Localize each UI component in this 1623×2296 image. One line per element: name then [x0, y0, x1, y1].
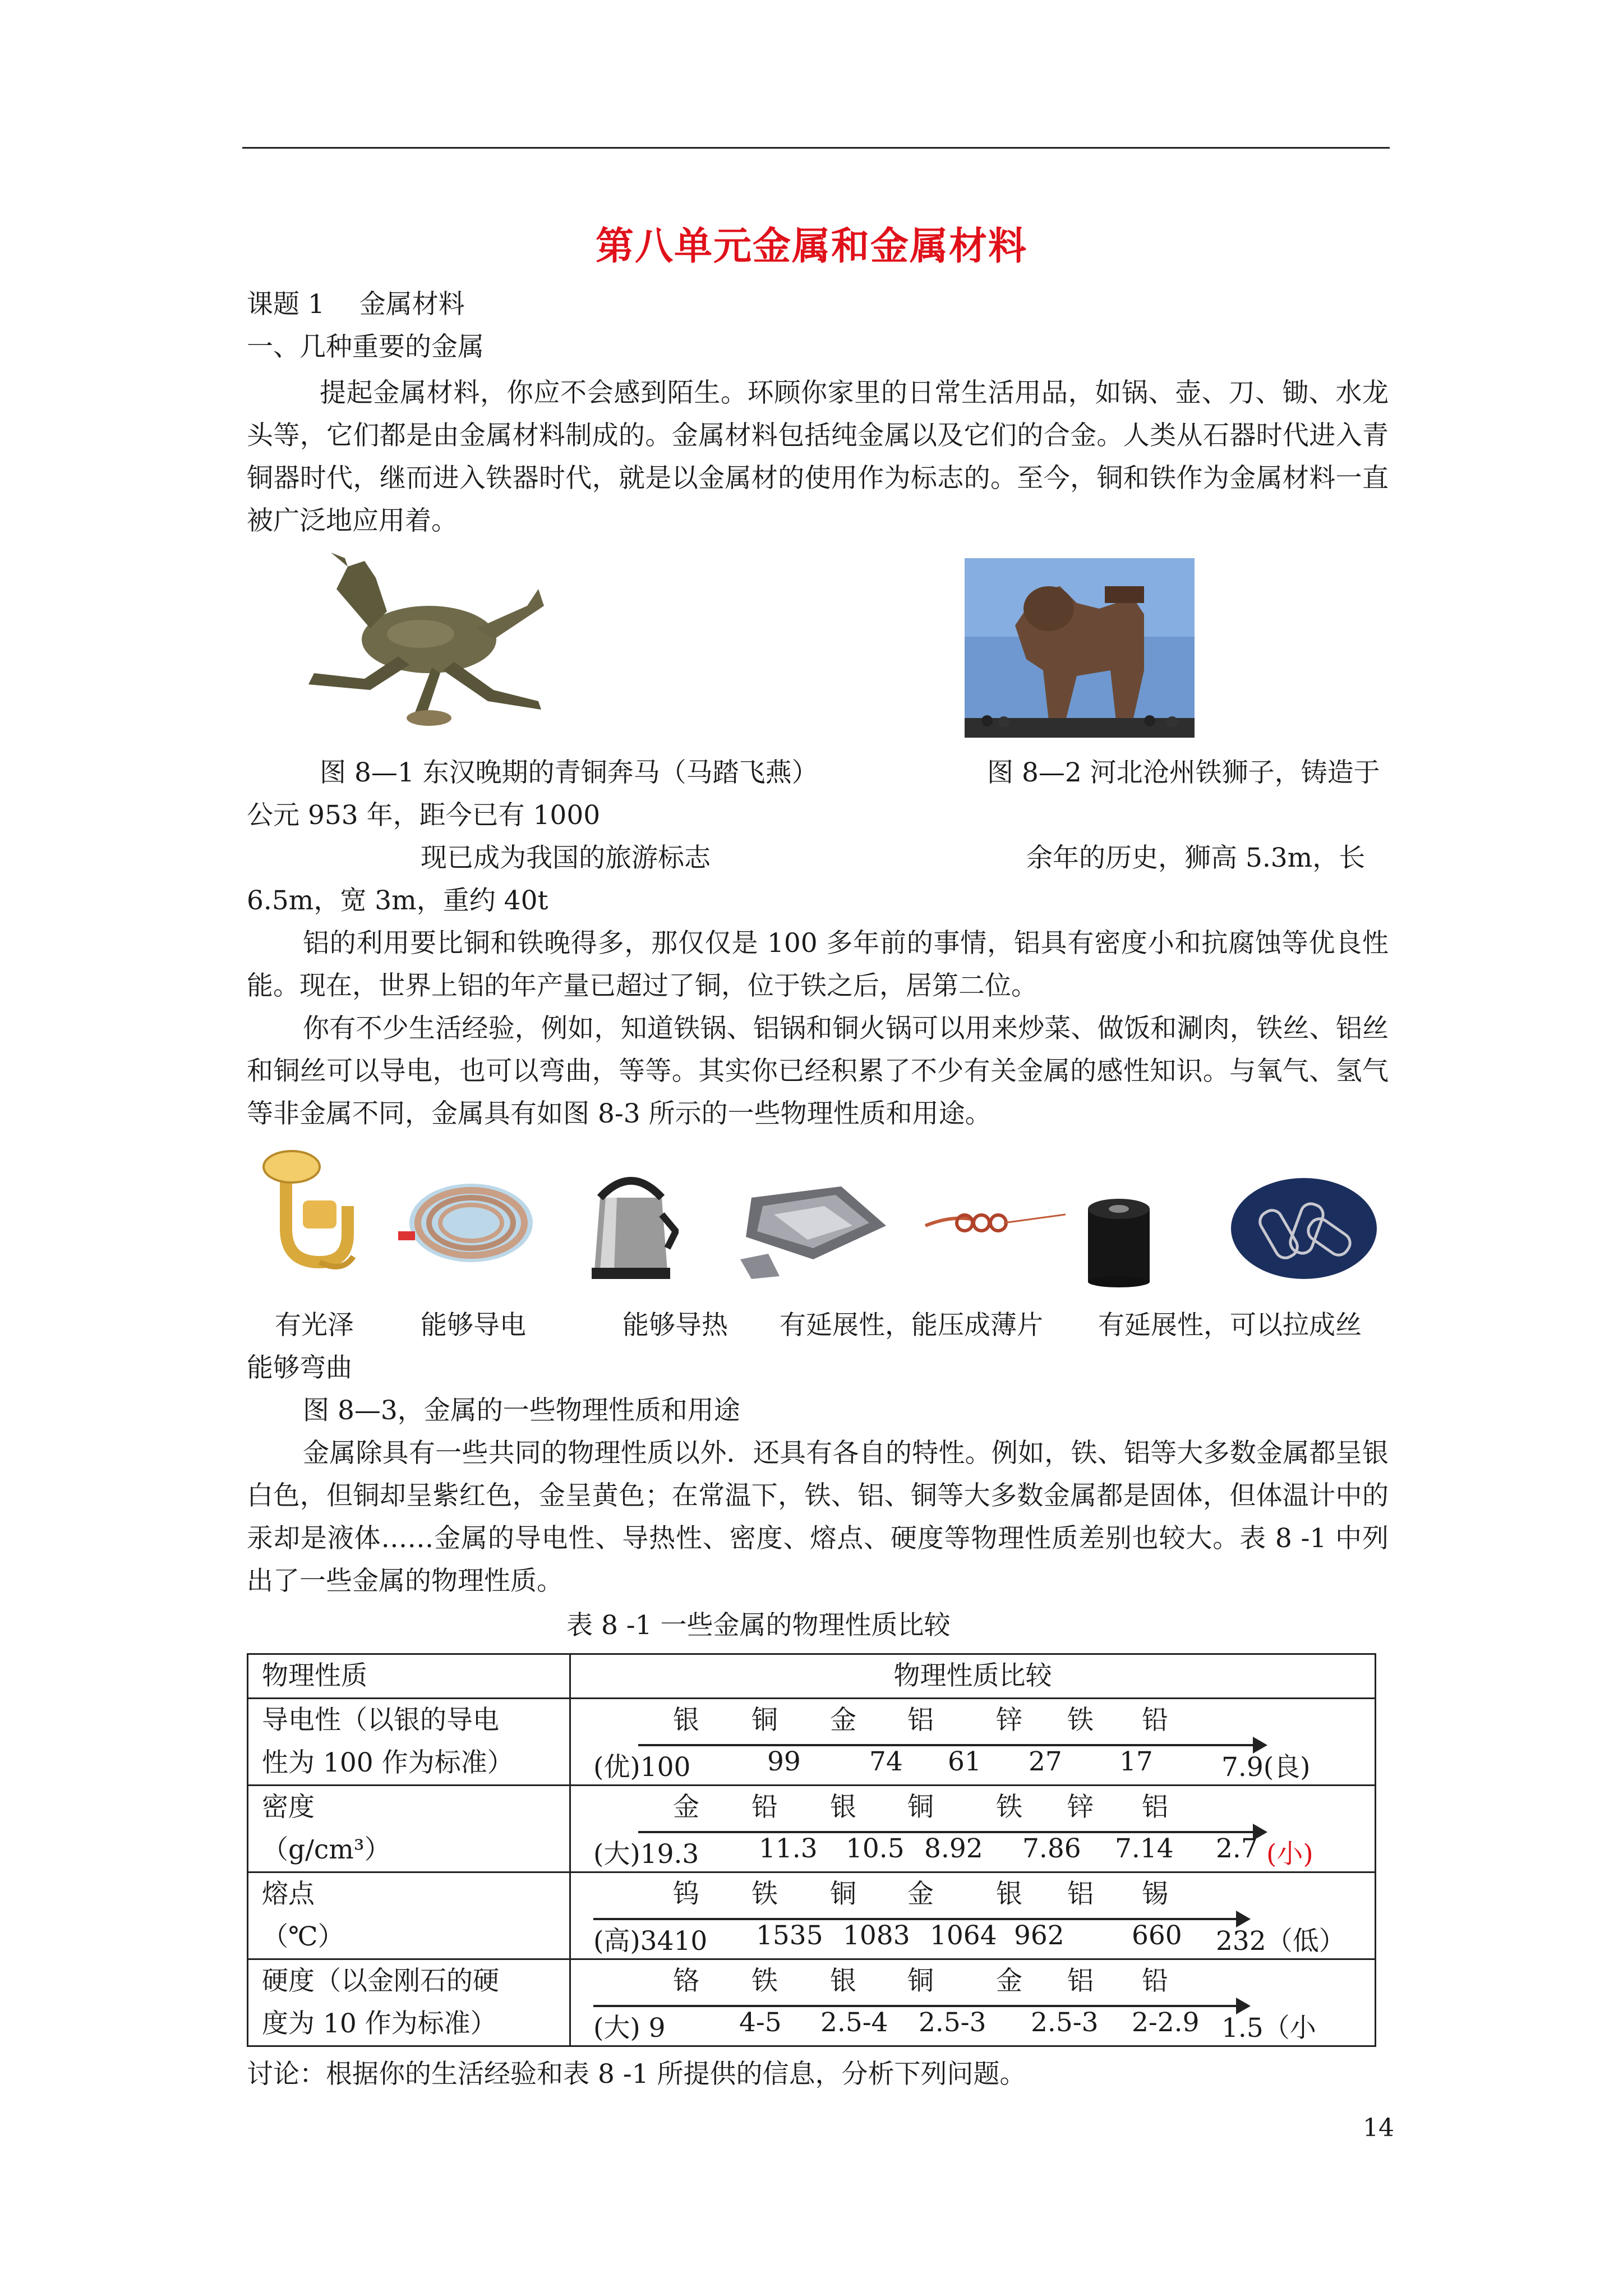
- metal-value: 232（低）: [1216, 1926, 1345, 1957]
- row-label-line1: 导电性（以银的导电: [262, 1705, 499, 1736]
- metal-name: 锌: [996, 1705, 1022, 1736]
- metal-name: 铝: [1067, 1966, 1094, 1996]
- metal-name: 金: [996, 1966, 1022, 1996]
- fig2-caption-line2: 余年的历史，狮高 5.3m，长: [1026, 843, 1366, 873]
- metal-value: 962: [1014, 1920, 1064, 1951]
- lesson-heading: 课题 1 金属材料: [247, 289, 465, 320]
- row-label: [248, 1959, 570, 2046]
- property-wire: 有延展性，可以拉成丝: [1098, 1310, 1362, 1341]
- fig1-caption-line1: 图 8—1 东汉晚期的青铜奔马（马踏飞燕）: [320, 757, 818, 788]
- property-conduct-heat: 能够导热: [623, 1310, 728, 1341]
- row-comparison: [570, 1959, 1376, 2046]
- property-sheet: 有延展性，能压成薄片: [780, 1310, 1043, 1341]
- table-header-property: 物理性质: [248, 1654, 570, 1699]
- row-label: [248, 1786, 570, 1872]
- paragraph-intro: 提起金属材料，你应不会感到陌生。环顾你家里的日常生活用品，如锅、壶、刀、锄、水龙头等，它们都是由金属材料制成的。金属材料包括纯金属以及它们的合金。人类从石器时代进入青铜器时代，继而进入铁器时代，就是以金属材的使用作为标志的。至今，铜和铁作为金属材料一直被广泛地应用着。: [247, 378, 1389, 536]
- property-conduct-electricity: 能够导电: [421, 1310, 526, 1341]
- metal-value: 27: [1029, 1746, 1062, 1777]
- fig2-caption-line1: 图 8—2 河北沧州铁狮子，铸造于: [987, 757, 1380, 788]
- metal-value: (大) 9: [593, 2013, 666, 2044]
- metal-name: 铝: [907, 1705, 934, 1736]
- metal-value: 1064: [930, 1920, 997, 1951]
- paragraph-aluminum: 铝的利用要比铜和铁晚得多，那仅仅是 100 多年前的事情，铝具有密度小和抗腐蚀等优良性能。现在，世界上铝的年产量已超过了铜，位于铁之后，居第二位。: [247, 928, 1389, 1001]
- row-label: [248, 1872, 570, 1959]
- table-header-comparison: 物理性质比较: [570, 1654, 1376, 1699]
- metal-name: 铜: [907, 1792, 934, 1823]
- metal-name: 铬: [673, 1966, 699, 1996]
- fig2-caption-line3: 6.5m，宽 3m，重约 40t: [247, 885, 548, 916]
- row-label-line1: 密度: [262, 1792, 315, 1823]
- row-comparison: [570, 1699, 1376, 1786]
- metal-name: 铁: [751, 1966, 778, 1996]
- metal-name: 银: [996, 1879, 1022, 1910]
- row-label-line2: 性为 100 作为标准）: [262, 1747, 514, 1778]
- metal-value: (大)19.3: [593, 1839, 699, 1870]
- wire-spool-image: [920, 1175, 1172, 1287]
- header-rule: [242, 147, 1390, 149]
- metal-name: 金: [673, 1792, 699, 1823]
- metal-value: 61: [948, 1746, 981, 1777]
- row-comparison: [570, 1786, 1376, 1872]
- paragraph-properties: 金属除具有一些共同的物理性质以外．还具有各自的特性。例如，铁、铝等大多数金属都呈银白色，但铜却呈紫红色，金呈黄色；在常温下，铁、铝、铜等大多数金属都是固体，但体温计中的汞却是液体……金属的导电性、导热性、密度、熔点、硬度等物理性质差别也较大。表 8 -1 中列出了一些金属的物理性质。: [247, 1438, 1389, 1596]
- kettle-image: [583, 1164, 679, 1282]
- metal-name: 铜: [751, 1705, 778, 1736]
- table-row-melting-point: [248, 1872, 1376, 1959]
- metal-name: 铁: [996, 1792, 1022, 1823]
- table-caption: 表 8 -1 一些金属的物理性质比较: [566, 1610, 951, 1641]
- metal-name: 铜: [830, 1879, 856, 1910]
- page-number: 14: [1363, 2114, 1394, 2142]
- metal-name: 锡: [1142, 1879, 1168, 1910]
- table-row-hardness: [248, 1959, 1376, 2046]
- row-label-line1: 熔点: [262, 1879, 315, 1910]
- metal-name: 银: [830, 1966, 856, 1996]
- aluminum-foil-image: [729, 1175, 897, 1282]
- fig1-caption-line2: 现已成为我国的旅游标志: [421, 843, 711, 873]
- metal-value: 11.3: [759, 1833, 818, 1864]
- metal-value: 1083: [843, 1920, 910, 1951]
- metal-value: 10.5: [846, 1833, 905, 1864]
- metal-name: 金: [907, 1879, 934, 1910]
- metal-name: 铜: [907, 1966, 934, 1996]
- metal-name: 铅: [1142, 1705, 1168, 1736]
- metal-value: 1535: [756, 1920, 823, 1951]
- metal-value: 7.9(良): [1221, 1752, 1311, 1783]
- table-row-conductivity: [248, 1699, 1376, 1786]
- metal-name: 银: [830, 1792, 856, 1823]
- metal-value: (高)3410: [593, 1926, 708, 1957]
- metal-value: 8.92: [924, 1833, 983, 1864]
- metal-value: 2.5-3: [1031, 2007, 1099, 2038]
- metal-name: 铝: [1067, 1879, 1094, 1910]
- row-label-line1: 硬度（以金刚石的硬: [262, 1966, 499, 1996]
- metal-value: 1.5（小: [1221, 2013, 1316, 2044]
- metal-value-tail: (小): [1266, 1839, 1313, 1870]
- metal-name: 铅: [1142, 1966, 1168, 1996]
- fig2-caption-line1b: 公元 953 年，距今已有 1000: [247, 800, 601, 831]
- metal-value: 660: [1132, 1920, 1182, 1951]
- copper-wire-image: [387, 1175, 538, 1268]
- order-arrow: [638, 1744, 1255, 1746]
- metal-properties-table: [247, 1653, 1376, 2047]
- metal-value: 2.5-3: [919, 2007, 986, 2038]
- page-title: 第八单元金属和金属材料: [595, 224, 1027, 269]
- metal-value: 17: [1119, 1746, 1153, 1777]
- iron-lion-image: [965, 558, 1195, 738]
- metal-value: 4-5: [739, 2007, 782, 2038]
- section-heading: 一、几种重要的金属: [247, 332, 484, 362]
- metal-name: 铁: [1067, 1705, 1094, 1736]
- metal-name: 铝: [1142, 1792, 1168, 1823]
- metal-value: (优)100: [593, 1752, 691, 1783]
- metal-value: 2.5-4: [820, 2007, 888, 2038]
- paper-clips-image: [1228, 1175, 1380, 1282]
- table-header-row: [248, 1654, 1376, 1699]
- metal-value: 99: [767, 1746, 801, 1777]
- metal-name: 锌: [1067, 1792, 1094, 1823]
- metal-name: 金: [830, 1705, 856, 1736]
- fig3-caption: 图 8—3，金属的一些物理性质和用途: [303, 1395, 740, 1426]
- metal-value: 7.86: [1022, 1833, 1081, 1864]
- metal-value: 2-2.9: [1132, 2007, 1200, 2038]
- metal-name: 银: [673, 1705, 699, 1736]
- row-label: [248, 1699, 570, 1786]
- tuba-image: [252, 1150, 359, 1279]
- paragraph-experience: 你有不少生活经验，例如，知道铁锅、铝锅和铜火锅可以用来炒菜、做饭和涮肉，铁丝、铝丝和铜丝可以导电，也可以弯曲，等等。其实你已经积累了不少有关金属的感性知识。与氧气、氢气等非金属不同，金属具有如图 8-3 所示的一些物理性质和用途。: [247, 1013, 1389, 1129]
- table-row-density: [248, 1786, 1376, 1872]
- discussion-prompt: 讨论：根据你的生活经验和表 8 -1 所提供的信息，分析下列问题。: [247, 2059, 1026, 2090]
- metal-name: 钨: [673, 1879, 699, 1910]
- metal-value: 2.7: [1216, 1833, 1258, 1864]
- row-comparison: [570, 1872, 1376, 1959]
- bronze-horse-image: [292, 544, 550, 735]
- property-bend: 能够弯曲: [247, 1352, 352, 1383]
- row-label-line2: （℃）: [262, 1921, 344, 1952]
- metal-name: 铁: [751, 1879, 778, 1910]
- metal-name: 铅: [751, 1792, 778, 1823]
- metal-value: 7.14: [1115, 1833, 1174, 1864]
- row-label-line2: （g/cm³）: [262, 1834, 391, 1865]
- property-luster: 有光泽: [275, 1310, 354, 1341]
- row-label-line2: 度为 10 作为标准）: [262, 2008, 497, 2039]
- metal-value: 74: [869, 1746, 903, 1777]
